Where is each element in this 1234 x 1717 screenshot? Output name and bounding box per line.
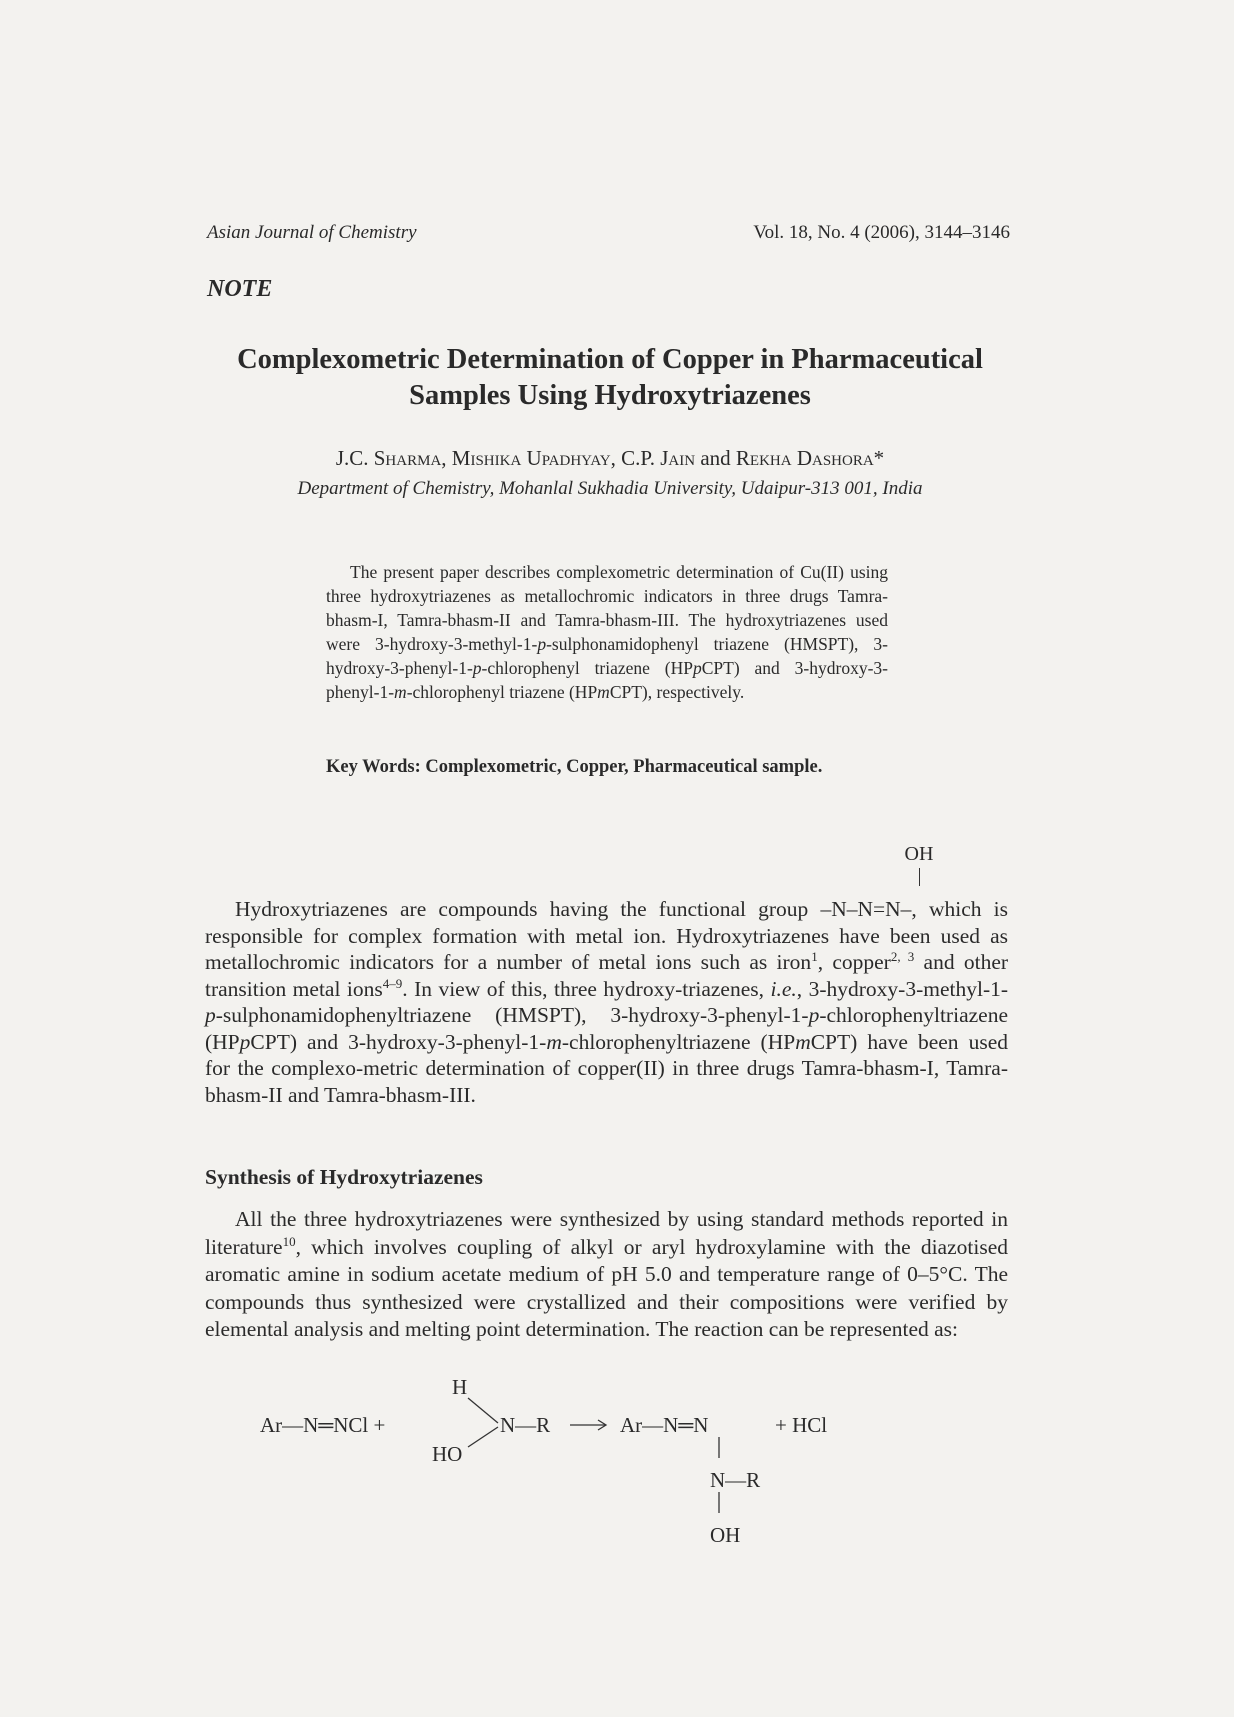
body-text: , copper — [817, 950, 891, 974]
author-4: Rekha Dashora* — [735, 446, 885, 470]
reactant-ho: HO — [432, 1442, 463, 1466]
body-text: CPT) and 3-hydroxy-3-phenyl-1- — [250, 1029, 547, 1054]
keywords: Key Words: Complexometric, Copper, Pharmaceutical sample. — [326, 757, 823, 777]
functional-group-oh — [894, 843, 944, 886]
author-and: and — [700, 446, 731, 470]
product-nr: N—R — [710, 1468, 761, 1492]
product-oh: OH — [710, 1523, 741, 1547]
product-main: Ar—N═N — [620, 1413, 709, 1437]
citation: 2, 3 — [890, 948, 915, 964]
bond-line — [919, 868, 920, 886]
body-text: All the three hydroxytriazenes were synthesized by using standard methods reported in literature — [205, 1207, 1008, 1259]
abstract-italic: p — [472, 658, 482, 678]
byproduct-hcl: + HCl — [775, 1413, 828, 1437]
author-2: Mishika Upadhyay — [451, 446, 611, 470]
abstract-text: The present paper describes complexometric determination of Cu(II) using three hydroxytriazenes as metallochromic indicators in three drugs Tamra-bhasm-I, Tamra-bhasm-II and Tamra-bhasm-III. The hydroxytriazenes used were 3-hydroxy-3-methyl-1- — [326, 562, 888, 654]
synthesis-paragraph — [205, 1206, 1008, 1344]
reactant-nr: N—R — [500, 1413, 551, 1437]
bond-h — [468, 1398, 498, 1423]
body-italic: p — [808, 1003, 820, 1027]
oh-label: OH — [904, 843, 934, 865]
abstract-text: CPT) and 3-hydroxy-3-phenyl-1- — [326, 658, 888, 702]
body-text: -chlorophenyltriazene (HP — [561, 1029, 796, 1054]
intro-paragraph — [205, 896, 1008, 1108]
volume-info: Vol. 18, No. 4 (2006), 3144–3146 — [753, 222, 1010, 243]
body-text: and other transition metal ions — [205, 950, 1009, 1001]
bond-ho — [468, 1427, 498, 1447]
body-italic: m — [795, 1029, 811, 1054]
paper-title — [200, 342, 1020, 414]
citation: 10 — [282, 1233, 296, 1249]
section-heading: Synthesis of Hydroxytriazenes — [205, 1165, 483, 1189]
author-3: C.P. Jain — [621, 446, 696, 470]
note-label: NOTE — [207, 276, 273, 302]
title-line-2: Samples Using Hydroxytriazenes — [409, 380, 811, 411]
abstract-italic: p — [537, 634, 547, 654]
body-italic: p — [205, 1003, 216, 1027]
abstract-text: -chlorophenyl triazene (HP — [481, 658, 693, 678]
body-italic: m — [546, 1029, 562, 1054]
body-italic: p — [239, 1029, 251, 1054]
body-text: -chlorophenyltriazene (HP — [205, 1003, 1008, 1054]
journal-name: Asian Journal of Chemistry — [207, 222, 417, 243]
abstract-text: -sulphonamidophenyl triazene (HMSPT), 3-hydroxy-3-phenyl-1- — [326, 634, 888, 678]
author-1: J.C. Sharma — [335, 446, 442, 470]
body-text: Hydroxytriazenes are compounds having the functional group –N–N=N–, which is responsible for complex formation with metal ion. Hydroxytriazenes have been used as metallochromic indicators for a number of metal ions such as iron — [205, 897, 1008, 974]
body-text: , 3-hydroxy-3-methyl-1- — [796, 976, 1009, 1001]
abstract-italic: m — [394, 682, 407, 702]
reactant-diazonium: Ar—N═NCl + — [260, 1413, 386, 1437]
abstract-italic: m — [597, 682, 610, 702]
affiliation: Department of Chemistry, Mohanlal Sukhadia University, Udaipur-313 001, India — [297, 478, 923, 499]
title-line-1: Complexometric Determination of Copper in Pharmaceutical — [237, 344, 983, 375]
abstract-text: CPT), respectively. — [609, 682, 745, 702]
citation: 4–9 — [382, 975, 403, 991]
body-text: CPT) have been used for the complexo-metric determination of copper(II) in three drugs Tamra-bhasm-I, Tamra-bhasm-II and Tamra-bhasm-III. — [205, 1029, 1008, 1107]
abstract-italic: p — [693, 658, 702, 678]
body-italic: i.e. — [770, 976, 797, 1001]
author-list: J.C. Sharma, Mishika Upadhyay, C.P. Jain and Rekha Dashora* — [335, 446, 885, 470]
body-text: . In view of this, three hydroxy-triazenes, — [402, 976, 771, 1001]
reaction-bonds — [260, 1375, 960, 1575]
body-text: -sulphonamidophenyltriazene (HMSPT), 3-hydroxy-3-phenyl-1- — [215, 1003, 809, 1027]
citation: 1 — [811, 948, 818, 964]
body-text: , which involves coupling of alkyl or aryl hydroxylamine with the diazotised aromatic amine in sodium acetate medium of pH 5.0 and temperature range of 0–5°C. The compounds thus synthesized were crystallized and their compositions were verified by elemental analysis and melting point determination. The reaction can be represented as: — [205, 1234, 1008, 1341]
abstract-text: -chlorophenyl triazene (HP — [406, 682, 598, 702]
abstract — [326, 560, 888, 704]
reactant-h: H — [452, 1375, 468, 1399]
reaction-scheme — [260, 1375, 960, 1575]
